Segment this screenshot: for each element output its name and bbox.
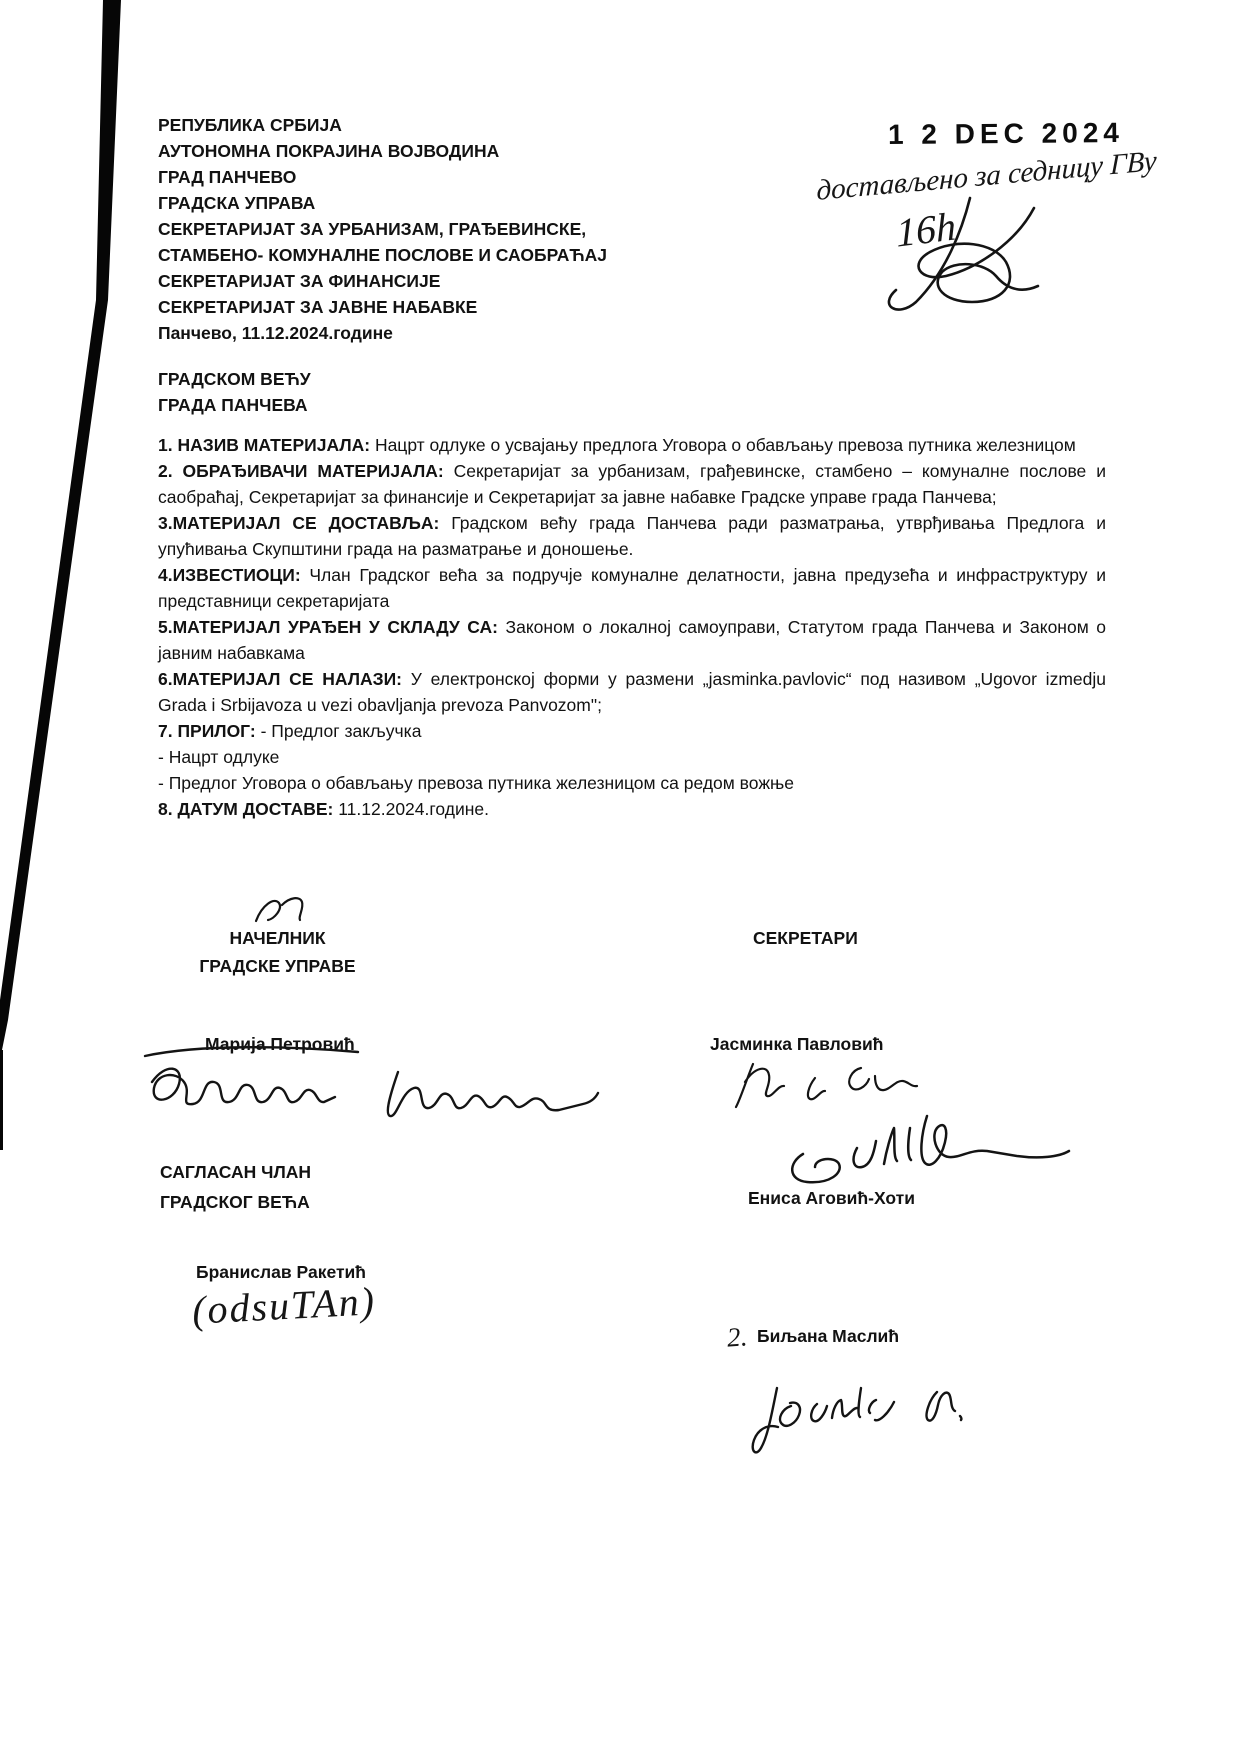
item-8: [158, 796, 1106, 822]
chief-name: Марија Петровић: [205, 1034, 355, 1054]
header-line-place-date: Панчево, 11.12.2024.године: [158, 323, 393, 343]
absent-handwritten-note: (odsuTAn): [190, 1278, 377, 1333]
item-8-text: 11.12.2024.године.: [338, 799, 489, 819]
date-stamp: 1 2 DEC 2024: [887, 116, 1125, 151]
item-3-label: 3.МАТЕРИЈАЛ СЕ ДОСТАВЉА:: [158, 513, 440, 533]
header-line-province: АУТОНОМНА ПОКРАЈИНА ВОЈВОДИНА: [158, 141, 500, 161]
addressee-line-2: ГРАДА ПАНЧЕВА: [158, 395, 308, 415]
role-chief-line-1: НАЧЕЛНИК: [229, 928, 326, 948]
item-6-text: У електронској форми у размени „jasminka.pavlovic“ под називом „Ugovor izmedju Grada i Srbijavoza u vezi obavljanja prevoza Panvozom";: [158, 669, 1106, 715]
addressee: [158, 366, 311, 418]
item-3-text: Градском већу града Панчева ради разматрања, утврђивања Предлога и упућивања Скупштини града на разматрање и доношење.: [158, 513, 1106, 559]
item-4: [158, 562, 1106, 614]
header-line-republic: РЕПУБЛИКА СРБИЈА: [158, 115, 342, 135]
scan-edge-artifact: [0, 0, 130, 1200]
material-details: [158, 432, 1106, 822]
attachment-line-2: - Предлог Уговора о обављању превоза путника железницом са редом вожње: [158, 773, 794, 793]
item-1-label: 1. НАЗИВ МАТЕРИЈАЛА:: [158, 435, 371, 455]
secretary-3-signature: [755, 1376, 995, 1468]
item-7-text: - Предлог закључка: [260, 721, 422, 741]
chief-signature: [140, 1040, 540, 1135]
header-line-secretariat-urbanism-2: СТАМБЕНО- КОМУНАЛНЕ ПОСЛОВЕ И САОБРАЋАЈ: [158, 245, 608, 265]
item-8-label: 8. ДАТУМ ДОСТАВЕ:: [158, 799, 334, 819]
item-7-label: 7. ПРИЛОГ:: [158, 721, 256, 741]
item-1: [158, 432, 1106, 458]
item-2-text: Секретаријат за урбанизам, грађевинске, стамбено – комуналне послове и саобраћај, Секретаријат за финансије и Секретаријат за јавне набавке Градске управе града Панчева;: [158, 461, 1106, 507]
secretary-1-name: Јасминка Павловић: [710, 1034, 884, 1054]
role-agreeing-member: [160, 1162, 311, 1213]
item-2: [158, 458, 1106, 510]
item-1-text: Нацрт одлуке о усвајању предлога Уговора о обављању превоза путника железницом: [374, 435, 1076, 455]
role-secretaries: СЕКРЕТАРИ: [753, 928, 858, 948]
role-agreeing-member-line-1: САГЛАСАН ЧЛАН: [160, 1162, 311, 1182]
item-4-text: Члан Градског већа за подручје комуналне делатности, јавна предузећа и инфраструктуру и представници секретаријата: [158, 565, 1106, 611]
header-line-secretariat-finance: СЕКРЕТАРИЈАТ ЗА ФИНАНСИЈЕ: [158, 271, 441, 291]
header-line-city: ГРАД ПАНЧЕВО: [158, 167, 297, 187]
item-5-text: Законом о локалној самоуправи, Статутом града Панчева и Законом о јавним набавкама: [158, 617, 1106, 663]
item-5: [158, 614, 1106, 666]
org-header: [158, 112, 607, 346]
handwritten-time: 16h: [895, 203, 957, 256]
header-line-administration: ГРАДСКА УПРАВА: [158, 193, 316, 213]
member-name: Бранислав Ракетић: [196, 1262, 366, 1282]
role-chief: [160, 924, 395, 980]
item-6-label: 6.МАТЕРИЈАЛ СЕ НАЛАЗИ:: [158, 669, 402, 689]
handwritten-note: достављено за седницу ГВу: [816, 145, 1157, 207]
item-2-label: 2. ОБРАЂИВАЧИ МАТЕРИЈАЛА:: [158, 461, 444, 481]
item-5-label: 5.МАТЕРИЈАЛ УРАЂЕН У СКЛАДУ СА:: [158, 617, 498, 637]
item-3: [158, 510, 1106, 562]
secretary-2-name: Ениса Аговић-Хоти: [748, 1188, 915, 1208]
attachment-line-1: - Нацрт одлуке: [158, 747, 280, 767]
item-7: [158, 718, 1106, 744]
received-flourish-signature: [838, 190, 1088, 315]
addressee-line-1: ГРАДСКОМ ВЕЋУ: [158, 369, 311, 389]
header-line-secretariat-procurement: СЕКРЕТАРИЈАТ ЗА ЈАВНЕ НАБАВКЕ: [158, 297, 478, 317]
header-line-secretariat-urbanism-1: СЕКРЕТАРИЈАТ ЗА УРБАНИЗАМ, ГРАЂЕВИНСКЕ,: [158, 219, 587, 239]
item-6: [158, 666, 1106, 718]
secretary-2-signature: [775, 1112, 1105, 1190]
secretary-1-signature: [735, 1054, 945, 1116]
role-agreeing-member-line-2: ГРАДСКОГ ВЕЋА: [160, 1192, 310, 1212]
secretary-3-name: Биљана Маслић: [757, 1326, 900, 1346]
item-4-label: 4.ИЗВЕСТИОЦИ:: [158, 565, 301, 585]
secretary-3-handwritten-number: 2.: [725, 1321, 749, 1353]
role-chief-line-2: ГРАДСКЕ УПРАВЕ: [199, 956, 356, 976]
